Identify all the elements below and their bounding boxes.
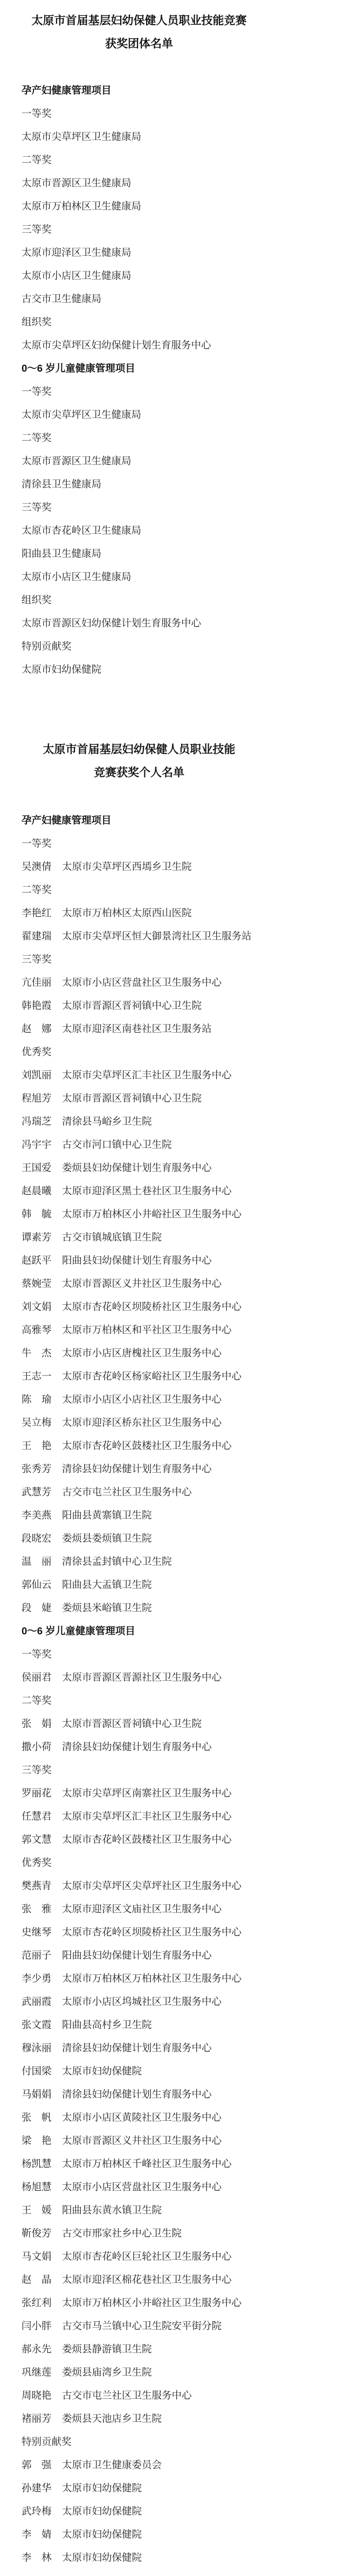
winner-row	[22, 2384, 252, 2407]
winner-row	[22, 1202, 252, 1226]
winner-organization: 古交市马兰镇中心卫生院安平街分院	[62, 2320, 222, 2331]
winner-row	[22, 1087, 252, 1110]
winner-row	[22, 2198, 252, 2222]
winner-organization: 太原市迎泽区黑土巷社区卫生服务中心	[62, 1185, 232, 1196]
winner-organization: 阳曲县大盂镇卫生院	[62, 1579, 152, 1590]
winner-row	[22, 1944, 252, 1967]
winner-row	[22, 2083, 252, 2106]
winner-name: 武丽霞	[22, 1996, 52, 2007]
winner-name: 郭仙云	[22, 1579, 52, 1590]
winning-organization: 清徐县卫生健康局	[22, 478, 102, 490]
winner-row	[22, 1388, 252, 1411]
winner-row	[22, 2036, 252, 2059]
winner-name: 武慧芳	[22, 1486, 52, 1498]
winner-organization: 太原市万柏林区万柏林社区卫生服务中心	[62, 1973, 242, 1984]
winner-name: 侯丽君	[22, 1672, 52, 1683]
individual-awards-list	[0, 809, 252, 2569]
winner-row	[22, 2314, 252, 2337]
winner-name: 王 媛	[22, 2204, 52, 2216]
winning-organization: 太原市万柏林区卫生健康局	[22, 200, 142, 212]
winner-organization: 太原市尖草坪区尖草坪社区卫生服务中心	[62, 1880, 242, 1891]
winner-organization: 清徐县妇幼保健计划生育服务中心	[62, 1741, 212, 1752]
winner-name: 杨旭慧	[22, 2181, 52, 2192]
winner-organization: 清徐县妇幼保健计划生育服务中心	[62, 2042, 212, 2053]
winner-row	[22, 1874, 252, 1897]
winner-name: 穆泳丽	[22, 2042, 52, 2053]
winner-name: 闫小胖	[22, 2320, 52, 2331]
winner-name: 张 雅	[22, 1903, 52, 1914]
winner-row	[22, 1179, 252, 1202]
winner-organization: 古交市屯兰社区卫生服务中心	[62, 1486, 192, 1498]
winner-name: 吴澳倩	[22, 861, 52, 872]
winner-name: 李艳红	[22, 907, 52, 918]
winner-name: 段晓宏	[22, 1533, 52, 1544]
winner-organization: 太原市杏花岭区坝陵桥社区卫生服务中心	[62, 1301, 242, 1312]
winner-row	[22, 1017, 252, 1040]
winning-organization: 太原市尖草坪区妇幼保健计划生育服务中心	[22, 339, 211, 351]
winner-name: 罗丽花	[22, 1787, 52, 1799]
winner-name: 陈 瑜	[22, 1394, 52, 1405]
winner-row	[22, 2268, 252, 2291]
winner-row	[22, 2152, 252, 2175]
winner-name: 武玲梅	[22, 2505, 52, 2517]
winner-row	[22, 2361, 252, 2384]
section-heading: 孕产妇健康管理项目	[22, 85, 112, 96]
winner-name: 史继琴	[22, 1926, 52, 1938]
winner-row	[22, 1295, 252, 1318]
winner-name: 李 婧	[22, 2529, 52, 2540]
award-level-label: 一等奖	[22, 386, 52, 397]
winner-row	[22, 1434, 252, 1457]
winner-organization: 太原市杏花岭区鼓楼社区卫生服务中心	[62, 1834, 232, 1845]
winner-organization: 古交市邢家社乡中心卫生院	[62, 2227, 182, 2239]
winner-name: 程旭芳	[22, 1092, 52, 1104]
winner-row	[22, 2337, 252, 2361]
winner-row	[22, 2129, 252, 2152]
winner-organization: 阳曲县妇幼保健计划生育服务中心	[62, 1255, 212, 1266]
winner-organization: 太原市迎泽区文庙社区卫生服务中心	[62, 1903, 222, 1914]
winner-name: 刘文娟	[22, 1301, 52, 1312]
award-level-label: 二等奖	[22, 432, 52, 443]
winner-name: 马文娟	[22, 2251, 52, 2262]
winner-name: 靳俊芳	[22, 2227, 52, 2239]
winner-name: 樊燕青	[22, 1880, 52, 1891]
winner-name: 谭素芳	[22, 1231, 52, 1243]
winner-name: 马娟娟	[22, 2088, 52, 2100]
winner-organization: 太原市晋源区晋源社区卫生服务中心	[62, 1672, 222, 1683]
winner-row	[22, 1411, 252, 1434]
winner-organization: 阳曲县黄寨镇卫生院	[62, 1509, 152, 1521]
winning-organization: 太原市尖草坪区卫生健康局	[22, 409, 142, 420]
winner-name: 褚丽芳	[22, 2413, 52, 2424]
winner-row	[22, 1110, 252, 1133]
award-level-label: 二等奖	[22, 1695, 52, 1706]
winner-name: 王国爱	[22, 1162, 52, 1173]
award-level-label: 一等奖	[22, 108, 52, 119]
winner-organization: 太原市万柏林区小井峪社区卫生服务中心	[62, 1208, 242, 1220]
winner-name: 范丽子	[22, 1950, 52, 1961]
winner-row	[22, 1897, 252, 1920]
winner-name: 刘凯丽	[22, 1069, 52, 1081]
winner-organization: 太原市尖草坪区汇丰社区卫生服务中心	[62, 1069, 232, 1081]
winner-organization: 太原市万柏林区和平社区卫生服务中心	[62, 1324, 232, 1335]
winner-row	[22, 2523, 252, 2546]
winner-organization: 太原市卫生健康委员会	[62, 2459, 162, 2470]
winner-name: 梁 艳	[22, 2135, 52, 2146]
title-line: 竞赛获奖个人名单	[94, 765, 184, 779]
winner-row	[22, 1249, 252, 1272]
winner-organization: 太原市小店区营盘社区卫生服务中心	[62, 977, 222, 988]
winner-name: 吴立梅	[22, 1417, 52, 1428]
winner-name: 蔡婉莹	[22, 1278, 52, 1289]
winner-row	[22, 2291, 252, 2314]
award-level-label: 特别贡献奖	[22, 2436, 72, 2447]
winner-row	[22, 1272, 252, 1295]
winner-name: 张 帆	[22, 2112, 52, 2123]
winner-name: 郭文慧	[22, 1834, 52, 1845]
winner-organization: 太原市晋源区晋祠镇中心卫生院	[62, 1718, 202, 1729]
winner-organization: 太原市杏花岭区坝陵桥社区卫生服务中心	[62, 1926, 242, 1938]
winner-name: 郭 强	[22, 2459, 52, 2470]
winning-organization: 太原市晋源区卫生健康局	[22, 455, 132, 467]
winner-organization: 太原市迎泽区棉花巷社区卫生服务中心	[62, 2274, 232, 2285]
winner-organization: 太原市小店区小店社区卫生服务中心	[62, 1394, 222, 1405]
winner-organization: 太原市晋源区义井社区卫生服务中心	[62, 1278, 222, 1289]
winner-row	[22, 2059, 252, 2083]
winner-row	[22, 1781, 252, 1805]
winner-organization: 娄烦县天池店乡卫生院	[62, 2413, 162, 2424]
winner-organization: 娄烦县庙湾乡卫生院	[62, 2366, 152, 2378]
winner-row	[22, 855, 252, 878]
winning-organization: 太原市尖草坪区卫生健康局	[22, 131, 142, 142]
award-level-label: 三等奖	[22, 953, 52, 965]
title-line: 太原市首届基层妇幼保健人员职业技能竞赛	[31, 13, 247, 27]
winner-name: 段 婕	[22, 1602, 52, 1613]
winner-organization: 太原市杏花岭区巨轮社区卫生服务中心	[62, 2251, 232, 2262]
winner-organization: 太原市尖草坪区南寨社区卫生服务中心	[62, 1787, 232, 1799]
winner-name: 王志一	[22, 1370, 52, 1382]
winner-row	[22, 1666, 252, 1689]
winner-organization: 太原市晋源区晋祠镇中心卫生院	[62, 1092, 202, 1104]
winner-organization: 太原市迎泽区南巷社区卫生服务站	[62, 1023, 212, 1034]
winner-name: 王 艳	[22, 1440, 52, 1451]
winner-row	[22, 2500, 252, 2523]
winner-row	[22, 1364, 252, 1388]
winner-name: 李美燕	[22, 1509, 52, 1521]
winner-name: 李 林	[22, 2552, 52, 2563]
winner-organization: 太原市晋源区晋祠镇中心卫生院	[62, 1000, 202, 1011]
winner-name: 韩艳霞	[22, 1000, 52, 1011]
winner-row	[22, 1063, 252, 1087]
winner-row	[22, 2222, 252, 2245]
winner-name: 翟建瑞	[22, 930, 52, 942]
winner-row	[22, 1735, 252, 1758]
winner-organization: 太原市妇幼保健院	[62, 2529, 142, 2540]
winner-organization: 娄烦县娄烦镇卫生院	[62, 1533, 152, 1544]
winner-organization: 清徐县妇幼保健计划生育服务中心	[62, 1463, 212, 1474]
winner-organization: 太原市小店区营盘社区卫生服务中心	[62, 2181, 222, 2192]
winner-organization: 娄烦县米峪镇卫生院	[62, 1602, 152, 1613]
winner-name: 张红利	[22, 2297, 52, 2308]
winner-row	[22, 1828, 252, 1851]
winner-organization: 娄烦县妇幼保健计划生育服务中心	[62, 1162, 212, 1173]
winning-organization: 太原市晋源区卫生健康局	[22, 177, 132, 189]
winner-row	[22, 1503, 252, 1527]
winner-organization: 清徐县妇幼保健计划生育服务中心	[62, 2088, 212, 2100]
winner-row	[22, 1990, 252, 2013]
winner-name: 韩 毓	[22, 1208, 52, 1220]
winner-name: 巩继莲	[22, 2366, 52, 2378]
award-level-label: 三等奖	[22, 502, 52, 513]
winner-organization: 太原市杏花岭区鼓楼社区卫生服务中心	[62, 1440, 232, 1451]
winner-row	[22, 1967, 252, 1990]
winner-row	[22, 1920, 252, 1944]
winner-name: 孙建华	[22, 2482, 52, 2494]
winner-name: 赵跃平	[22, 1255, 52, 1266]
winner-organization: 阳曲县妇幼保健计划生育服务中心	[62, 1950, 212, 1961]
winner-name: 牛 杰	[22, 1347, 52, 1359]
winner-organization: 太原市迎泽区桥东社区卫生服务中心	[62, 1417, 222, 1428]
winner-name: 赵 晶	[22, 2274, 52, 2285]
winner-row	[22, 2175, 252, 2198]
winner-organization: 太原市杏花岭区杨家峪社区卫生服务中心	[62, 1370, 242, 1382]
winner-row	[22, 1457, 252, 1480]
winner-name: 郝永先	[22, 2343, 52, 2355]
winner-name: 任慧君	[22, 1811, 52, 1822]
award-level-label: 组织奖	[22, 316, 52, 328]
winner-name: 冯宇宇	[22, 1139, 52, 1150]
winner-row	[22, 1712, 252, 1735]
winning-organization: 古交市卫生健康局	[22, 293, 102, 304]
winner-row	[22, 2453, 252, 2476]
winner-organization: 太原市万柏林区小井峪社区卫生服务中心	[62, 2297, 242, 2308]
winner-organization: 太原市妇幼保健院	[62, 2505, 142, 2517]
winner-organization: 太原市小店区唐槐社区卫生服务中心	[62, 1347, 222, 1359]
winner-organization: 古交市屯兰社区卫生服务中心	[62, 2390, 192, 2401]
winning-organization: 太原市妇幼保健院	[22, 664, 102, 675]
winner-row	[22, 2013, 252, 2036]
winner-organization: 太原市万柏林区太原西山医院	[62, 907, 192, 918]
winning-organization: 太原市迎泽区卫生健康局	[22, 247, 132, 258]
winner-organization: 古交市河口镇中心卫生院	[62, 1139, 172, 1150]
winner-row	[22, 2476, 252, 2500]
winner-name: 亢佳丽	[22, 977, 52, 988]
winner-organization: 阳曲县东黄水镇卫生院	[62, 2204, 162, 2216]
individual-awards-title	[0, 737, 278, 784]
winner-organization: 太原市万柏林区千峰社区卫生服务中心	[62, 2158, 232, 2169]
winner-row	[22, 1573, 252, 1596]
winner-name: 张文霞	[22, 2019, 52, 2030]
winner-row	[22, 1133, 252, 1156]
winner-name: 杨凯慧	[22, 2158, 52, 2169]
winner-row	[22, 1596, 252, 1619]
award-level-label: 特别贡献奖	[22, 640, 72, 652]
winner-name: 赵 娜	[22, 1023, 52, 1034]
winner-row	[22, 1527, 252, 1550]
winner-organization: 太原市尖草坪区西墕乡卫生院	[62, 861, 192, 872]
winner-row	[22, 994, 252, 1017]
section-heading: 孕产妇健康管理项目	[22, 814, 112, 826]
award-level-label: 二等奖	[22, 154, 52, 165]
title-line: 太原市首届基层妇幼保健人员职业技能	[43, 742, 236, 756]
award-level-label: 优秀奖	[22, 1046, 52, 1057]
winner-name: 温 丽	[22, 1556, 52, 1567]
award-level-label: 一等奖	[22, 1648, 52, 1660]
winner-row	[22, 901, 252, 924]
winner-row	[22, 1156, 252, 1179]
winner-row	[22, 2407, 252, 2430]
winner-organization: 太原市晋源区义井社区卫生服务中心	[62, 2135, 222, 2146]
winner-organization: 太原市小店区黄陵社区卫生服务中心	[62, 2112, 222, 2123]
winner-name: 高雅琴	[22, 1324, 52, 1335]
winner-name: 冯瑞芝	[22, 1116, 52, 1127]
winner-name: 张 娟	[22, 1718, 52, 1729]
winning-organization: 太原市小店区卫生健康局	[22, 571, 132, 582]
winner-name: 赵晨曦	[22, 1185, 52, 1196]
section-heading: 0～6 岁儿童健康管理项目	[22, 1625, 135, 1637]
winner-name: 付国梁	[22, 2065, 52, 2077]
winner-organization: 太原市妇幼保健院	[62, 2552, 142, 2563]
winner-row	[22, 924, 252, 948]
winner-organization: 清徐县孟封镇中心卫生院	[62, 1556, 172, 1567]
winner-row	[22, 1226, 252, 1249]
winner-row	[22, 1318, 252, 1341]
winner-name: 周晓艳	[22, 2390, 52, 2401]
winner-organization: 太原市妇幼保健院	[62, 2065, 142, 2077]
award-level-label: 优秀奖	[22, 1857, 52, 1868]
award-level-label: 三等奖	[22, 224, 52, 235]
winner-row	[22, 2106, 252, 2129]
winner-name: 张秀芳	[22, 1463, 52, 1474]
winner-organization: 太原市尖草坪区汇丰社区卫生服务中心	[62, 1811, 232, 1822]
winning-organization: 太原市晋源区妇幼保健计划生育服务中心	[22, 617, 202, 629]
award-level-label: 二等奖	[22, 884, 52, 895]
winner-name: 李少勇	[22, 1973, 52, 1984]
winner-organization: 太原市尖草坪区恒大御景湾社区卫生服务站	[62, 930, 252, 942]
award-level-label: 组织奖	[22, 594, 52, 605]
winning-organization: 阳曲县卫生健康局	[22, 548, 102, 559]
winner-row	[22, 2546, 252, 2569]
winner-organization: 娄烦县静游镇卫生院	[62, 2343, 152, 2355]
winner-row	[22, 1805, 252, 1828]
winner-row	[22, 2245, 252, 2268]
winner-row	[22, 1341, 252, 1364]
winner-organization: 清徐县马峪乡卫生院	[62, 1116, 152, 1127]
winning-organization: 太原市杏花岭区卫生健康局	[22, 525, 142, 536]
winner-organization: 古交市镇城底镇卫生院	[62, 1231, 162, 1243]
winning-organization: 太原市小店区卫生健康局	[22, 270, 132, 281]
winner-organization: 太原市妇幼保健院	[62, 2482, 142, 2494]
award-level-label: 三等奖	[22, 1764, 52, 1776]
team-awards-title	[0, 9, 278, 55]
winner-name: 撒小荷	[22, 1741, 52, 1752]
team-awards-list	[0, 79, 211, 681]
award-level-label: 一等奖	[22, 838, 52, 849]
title-line: 获奖团体名单	[105, 37, 173, 50]
winner-organization: 阳曲县高村乡卫生院	[62, 2019, 152, 2030]
section-heading: 0～6 岁儿童健康管理项目	[22, 363, 135, 374]
winner-row	[22, 1480, 252, 1503]
winner-row	[22, 971, 252, 994]
winner-row	[22, 1550, 252, 1573]
winner-organization: 太原市小店区坞城社区卫生服务中心	[62, 1996, 222, 2007]
